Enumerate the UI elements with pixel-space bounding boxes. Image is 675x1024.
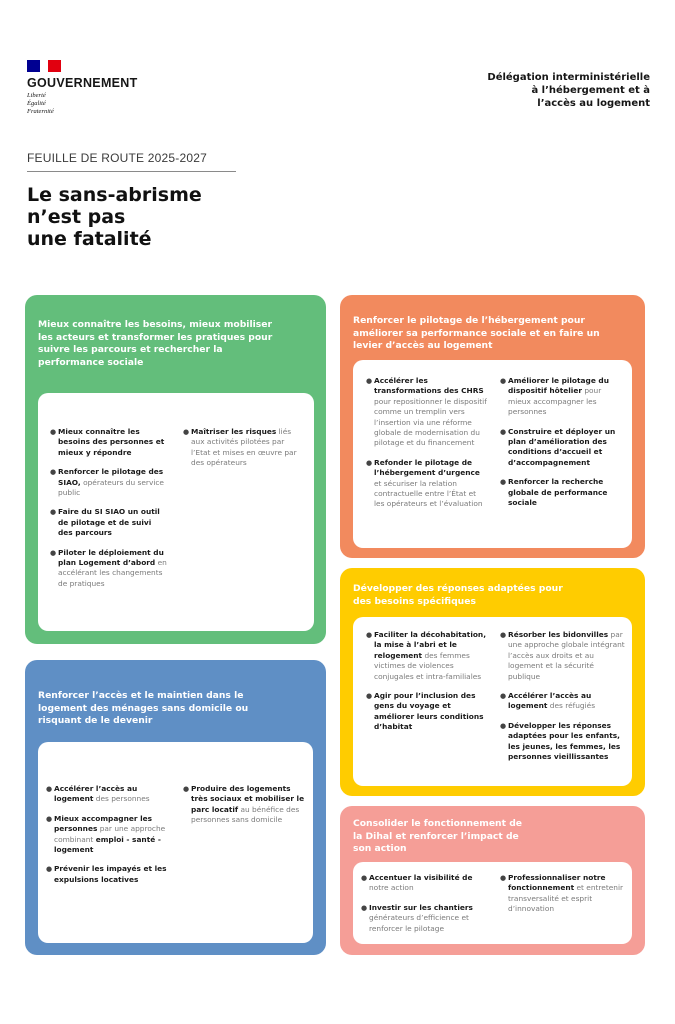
bullet-icon: ● xyxy=(500,478,507,487)
list-item xyxy=(366,691,491,733)
page-title xyxy=(27,184,202,250)
bullet-icon: ● xyxy=(50,508,57,517)
bullet-icon: ● xyxy=(50,468,57,477)
list-item xyxy=(500,630,625,682)
item-detail: générateurs d’efficience et renforcer le pilotage xyxy=(369,913,469,933)
card-content xyxy=(38,742,313,943)
list-item xyxy=(361,873,491,894)
org-line: l’accès au logement xyxy=(537,98,650,109)
bullet-icon: ● xyxy=(500,692,507,701)
government-logo xyxy=(27,60,138,116)
bullet-icon: ● xyxy=(500,427,507,436)
item-heading: Résorber les bidonvilles xyxy=(508,630,609,639)
list-item xyxy=(500,873,628,915)
card-content xyxy=(38,393,314,631)
motto-line: Fraternité xyxy=(27,108,54,115)
card-dihal xyxy=(340,806,645,955)
item-heading: Faire du SI SIAO un outil de pilotage et de suivi des parcours xyxy=(58,507,160,538)
republic-motto xyxy=(27,92,138,116)
card-title: Mieux connaître les besoins, mieux mobiliser les acteurs et transformer les pratiques pour suivre les parcours et rechercher la performance sociale xyxy=(38,319,273,368)
list-item xyxy=(46,784,168,805)
item-detail: et sécuriser la relation contractuelle entre l’État et les opérateurs et l’évaluation xyxy=(374,478,483,509)
item-heading: Accélérer l’accès au logement xyxy=(508,691,592,711)
item-heading: Produire des logements très sociaux et mobiliser le parc locatif xyxy=(191,784,305,814)
title-line: Le sans-abrisme xyxy=(27,184,202,206)
column-right xyxy=(500,376,625,517)
column-right xyxy=(183,427,305,478)
item-heading-extra: emploi - santé - logement xyxy=(54,834,161,855)
item-heading: Investir sur les chantiers xyxy=(369,902,473,912)
title-line: n’est pas xyxy=(27,206,126,228)
bullet-icon: ● xyxy=(46,865,53,874)
card-content xyxy=(353,862,632,944)
item-detail: au bénéfice des personnes sans domicile xyxy=(191,804,300,825)
list-item xyxy=(366,630,491,682)
item-heading: Améliorer le pilotage du dispositif hôtelier xyxy=(508,376,609,396)
list-item xyxy=(183,784,305,826)
organization-name xyxy=(450,71,650,110)
bullet-icon: ● xyxy=(500,874,507,882)
bullet-icon: ● xyxy=(50,428,57,436)
org-line: à l’hébergement et à xyxy=(531,85,650,96)
column-right xyxy=(183,784,305,835)
item-heading: Construire et déployer un plan d’amélioration des conditions d’accueil et d’accompagnement xyxy=(508,426,616,467)
item-heading: Mieux connaître les besoins des personnes et mieux y répondre xyxy=(58,427,165,457)
column-left xyxy=(50,427,168,598)
column-left xyxy=(361,873,491,943)
item-detail: des réfugiés xyxy=(547,701,596,711)
item-detail: liés aux activités pilotées par l’Etat et mises en œuvre par des opérateurs xyxy=(191,427,297,468)
item-heading: Renforcer la recherche globale de performance sociale xyxy=(508,477,608,508)
item-heading: Mieux accompagner les personnes xyxy=(54,813,153,834)
roadmap-subtitle: FEUILLE DE ROUTE 2025-2027 xyxy=(27,151,207,165)
item-detail: pour mieux accompagner les personnes xyxy=(508,386,602,417)
card-title: Consolider le fonctionnement de la Dihal et renforcer l’impact de son action xyxy=(353,818,522,855)
card-content xyxy=(353,617,632,786)
item-detail: des femmes victimes de violences conjugales et intra-familiales xyxy=(374,650,482,681)
card-acces-logement xyxy=(25,660,326,955)
list-item xyxy=(500,427,625,469)
bullet-icon: ● xyxy=(50,548,57,557)
item-detail: par une approche globale intégrant l’accès aux droits et au logement et la sécurité publique xyxy=(508,630,625,681)
bullet-icon: ● xyxy=(366,377,373,385)
list-item xyxy=(46,864,168,885)
item-heading: Piloter le déploiement du plan Logement d’abord xyxy=(58,547,164,568)
item-heading: Faciliter la décohabitation, la mise à l’abri et le relogement xyxy=(374,630,487,660)
card-title: Renforcer l’accès et le maintien dans le logement des ménages sans domicile ou risquant de le devenir xyxy=(38,690,249,727)
item-detail: notre action xyxy=(369,883,414,893)
item-heading: Renforcer le pilotage des SIAO, xyxy=(58,467,164,487)
list-item xyxy=(366,458,488,510)
government-label: GOUVERNEMENT xyxy=(27,76,138,90)
column-right xyxy=(500,630,625,771)
item-detail: par une approche combinant xyxy=(54,824,166,844)
bullet-icon: ● xyxy=(361,874,368,882)
card-besoins xyxy=(25,295,326,644)
card-title: Renforcer le pilotage de l’hébergement pour améliorer sa performance sociale et en faire un levier d’accès au logement xyxy=(353,315,600,352)
column-right xyxy=(500,873,628,924)
list-item xyxy=(50,427,168,458)
item-heading: Prévenir les impayés et les expulsions locatives xyxy=(54,864,167,884)
column-left xyxy=(366,376,488,519)
item-heading: Accentuer la visibilité de xyxy=(369,873,473,882)
item-detail: pour repositionner le dispositif comme un tremplin vers l’insertion via une réforme globale de modernisation du pilotage et du financement xyxy=(374,396,487,448)
list-item xyxy=(50,548,168,590)
item-heading: Professionnaliser notre fonctionnement xyxy=(508,873,606,893)
motto-line: Liberté xyxy=(27,92,46,99)
org-line: Délégation interministérielle xyxy=(487,72,650,83)
item-heading: Accélérer l’accès au logement xyxy=(54,784,138,804)
card-title: Développer des réponses adaptées pour des besoins spécifiques xyxy=(353,583,563,607)
list-item xyxy=(500,376,625,418)
item-detail: en accélérant les changements de pratiques xyxy=(58,558,167,588)
bullet-icon: ● xyxy=(366,692,373,701)
bullet-icon: ● xyxy=(366,458,373,467)
card-besoins-specifiques xyxy=(340,568,645,796)
bullet-icon: ● xyxy=(183,785,190,793)
title-line: une fatalité xyxy=(27,228,152,250)
item-heading: Refonder le pilotage de l’hébergement d’urgence xyxy=(374,457,480,478)
divider xyxy=(27,171,236,172)
list-item xyxy=(361,903,491,934)
list-item xyxy=(500,691,625,712)
list-item xyxy=(500,721,625,763)
bullet-icon: ● xyxy=(366,631,373,639)
item-detail: des personnes xyxy=(93,794,150,804)
list-item xyxy=(46,814,168,856)
item-heading: Accélérer les transformations des CHRS xyxy=(374,376,484,396)
bullet-icon: ● xyxy=(500,721,507,730)
list-item xyxy=(183,427,305,469)
french-flag-icon xyxy=(27,60,61,72)
bullet-icon: ● xyxy=(183,428,190,436)
card-content xyxy=(353,360,632,548)
list-item xyxy=(50,467,168,498)
bullet-icon: ● xyxy=(46,785,53,793)
list-item xyxy=(50,507,168,538)
bullet-icon: ● xyxy=(500,377,507,385)
item-heading: Développer les réponses adaptées pour les enfants, les jeunes, les femmes, les personnes vieillissantes xyxy=(508,720,621,762)
bullet-icon: ● xyxy=(46,814,53,823)
card-hebergement xyxy=(340,295,645,558)
item-heading: Agir pour l’inclusion des gens du voyage et améliorer leurs conditions d’habitat xyxy=(374,691,484,732)
bullet-icon: ● xyxy=(361,903,368,912)
motto-line: Égalité xyxy=(27,100,46,107)
list-item xyxy=(366,376,488,449)
item-detail: et entretenir transversalité et esprit d’innovation xyxy=(508,883,624,914)
item-detail: opérateurs du service public xyxy=(58,477,164,498)
list-item xyxy=(500,477,625,508)
column-left xyxy=(366,630,491,742)
column-left xyxy=(46,784,168,894)
item-heading: Maîtriser les risques xyxy=(191,427,277,436)
bullet-icon: ● xyxy=(500,631,507,639)
